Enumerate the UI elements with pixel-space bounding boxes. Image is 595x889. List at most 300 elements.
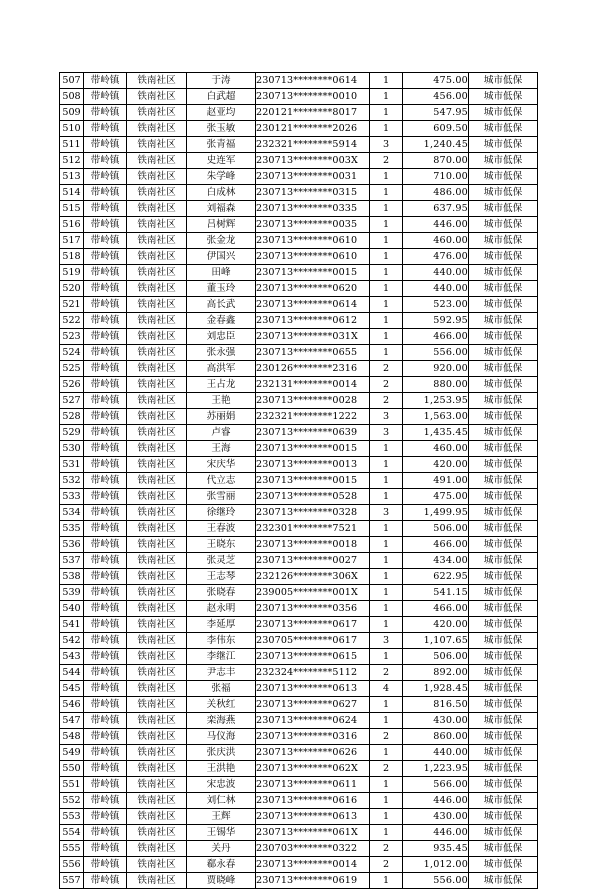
household-count-cell: 1 bbox=[370, 473, 403, 489]
town-cell: 带岭镇 bbox=[84, 697, 127, 713]
assistance-type-cell: 城市低保 bbox=[469, 713, 538, 729]
table-row bbox=[60, 697, 538, 713]
household-count-cell: 3 bbox=[370, 409, 403, 425]
id-number-cell: 230713********0316 bbox=[256, 729, 370, 745]
community-cell: 铁南社区 bbox=[127, 761, 187, 777]
row-number: 507 bbox=[60, 73, 84, 89]
household-count-cell: 1 bbox=[370, 521, 403, 537]
town-cell: 带岭镇 bbox=[84, 841, 127, 857]
id-number-cell: 230713********0639 bbox=[256, 425, 370, 441]
table-row bbox=[60, 873, 538, 889]
town-cell: 带岭镇 bbox=[84, 377, 127, 393]
id-number-cell: 230713********0624 bbox=[256, 713, 370, 729]
community-cell: 铁南社区 bbox=[127, 857, 187, 873]
household-count-cell: 1 bbox=[370, 217, 403, 233]
assistance-type-cell: 城市低保 bbox=[469, 393, 538, 409]
town-cell: 带岭镇 bbox=[84, 329, 127, 345]
row-number: 554 bbox=[60, 825, 84, 841]
table-row bbox=[60, 265, 538, 281]
table-row bbox=[60, 809, 538, 825]
amount-cell: 476.00 bbox=[403, 249, 469, 265]
row-number: 540 bbox=[60, 601, 84, 617]
community-cell: 铁南社区 bbox=[127, 809, 187, 825]
community-cell: 铁南社区 bbox=[127, 697, 187, 713]
town-cell: 带岭镇 bbox=[84, 457, 127, 473]
household-count-cell: 2 bbox=[370, 729, 403, 745]
amount-cell: 440.00 bbox=[403, 745, 469, 761]
row-number: 542 bbox=[60, 633, 84, 649]
assistance-type-cell: 城市低保 bbox=[469, 729, 538, 745]
household-count-cell: 1 bbox=[370, 233, 403, 249]
row-number: 544 bbox=[60, 665, 84, 681]
household-count-cell: 1 bbox=[370, 553, 403, 569]
household-count-cell: 3 bbox=[370, 425, 403, 441]
assistance-type-cell: 城市低保 bbox=[469, 649, 538, 665]
amount-cell: 430.00 bbox=[403, 809, 469, 825]
name-cell: 张晓春 bbox=[187, 585, 256, 601]
town-cell: 带岭镇 bbox=[84, 73, 127, 89]
town-cell: 带岭镇 bbox=[84, 473, 127, 489]
table-row bbox=[60, 729, 538, 745]
amount-cell: 420.00 bbox=[403, 617, 469, 633]
name-cell: 尹志丰 bbox=[187, 665, 256, 681]
community-cell: 铁南社区 bbox=[127, 793, 187, 809]
amount-cell: 547.95 bbox=[403, 105, 469, 121]
row-number: 525 bbox=[60, 361, 84, 377]
row-number: 523 bbox=[60, 329, 84, 345]
name-cell: 徐继玲 bbox=[187, 505, 256, 521]
household-count-cell: 1 bbox=[370, 569, 403, 585]
town-cell: 带岭镇 bbox=[84, 345, 127, 361]
id-number-cell: 230713********0015 bbox=[256, 265, 370, 281]
name-cell: 王志琴 bbox=[187, 569, 256, 585]
town-cell: 带岭镇 bbox=[84, 665, 127, 681]
assistance-type-cell: 城市低保 bbox=[469, 425, 538, 441]
id-number-cell: 230713********0315 bbox=[256, 185, 370, 201]
community-cell: 铁南社区 bbox=[127, 73, 187, 89]
id-number-cell: 232126********306X bbox=[256, 569, 370, 585]
row-number: 538 bbox=[60, 569, 84, 585]
assistance-type-cell: 城市低保 bbox=[469, 105, 538, 121]
household-count-cell: 4 bbox=[370, 681, 403, 697]
row-number: 547 bbox=[60, 713, 84, 729]
row-number: 552 bbox=[60, 793, 84, 809]
community-cell: 铁南社区 bbox=[127, 601, 187, 617]
household-count-cell: 1 bbox=[370, 745, 403, 761]
id-number-cell: 230713********0035 bbox=[256, 217, 370, 233]
name-cell: 赵亚均 bbox=[187, 105, 256, 121]
table-row bbox=[60, 105, 538, 121]
id-number-cell: 230713********0528 bbox=[256, 489, 370, 505]
table-row bbox=[60, 313, 538, 329]
row-number: 535 bbox=[60, 521, 84, 537]
assistance-type-cell: 城市低保 bbox=[469, 185, 538, 201]
household-count-cell: 1 bbox=[370, 601, 403, 617]
id-number-cell: 230713********062X bbox=[256, 761, 370, 777]
id-number-cell: 230713********0614 bbox=[256, 73, 370, 89]
name-cell: 高洪军 bbox=[187, 361, 256, 377]
amount-cell: 935.45 bbox=[403, 841, 469, 857]
amount-cell: 506.00 bbox=[403, 649, 469, 665]
row-number: 546 bbox=[60, 697, 84, 713]
town-cell: 带岭镇 bbox=[84, 441, 127, 457]
table-row bbox=[60, 441, 538, 457]
name-cell: 宋忠波 bbox=[187, 777, 256, 793]
assistance-type-cell: 城市低保 bbox=[469, 345, 538, 361]
community-cell: 铁南社区 bbox=[127, 841, 187, 857]
town-cell: 带岭镇 bbox=[84, 553, 127, 569]
table-row bbox=[60, 505, 538, 521]
id-number-cell: 239005********001X bbox=[256, 585, 370, 601]
household-count-cell: 2 bbox=[370, 665, 403, 681]
id-number-cell: 230713********0027 bbox=[256, 553, 370, 569]
table-row bbox=[60, 169, 538, 185]
id-number-cell: 230713********061X bbox=[256, 825, 370, 841]
id-number-cell: 232324********5112 bbox=[256, 665, 370, 681]
household-count-cell: 2 bbox=[370, 761, 403, 777]
table-row bbox=[60, 249, 538, 265]
amount-cell: 556.00 bbox=[403, 873, 469, 889]
community-cell: 铁南社区 bbox=[127, 329, 187, 345]
town-cell: 带岭镇 bbox=[84, 585, 127, 601]
assistance-type-cell: 城市低保 bbox=[469, 745, 538, 761]
assistance-type-cell: 城市低保 bbox=[469, 265, 538, 281]
id-number-cell: 220121********8017 bbox=[256, 105, 370, 121]
community-cell: 铁南社区 bbox=[127, 873, 187, 889]
table-row bbox=[60, 553, 538, 569]
amount-cell: 460.00 bbox=[403, 233, 469, 249]
row-number: 533 bbox=[60, 489, 84, 505]
town-cell: 带岭镇 bbox=[84, 265, 127, 281]
name-cell: 史连军 bbox=[187, 153, 256, 169]
community-cell: 铁南社区 bbox=[127, 393, 187, 409]
id-number-cell: 230713********0616 bbox=[256, 793, 370, 809]
household-count-cell: 1 bbox=[370, 329, 403, 345]
amount-cell: 870.00 bbox=[403, 153, 469, 169]
id-number-cell: 230713********0626 bbox=[256, 745, 370, 761]
town-cell: 带岭镇 bbox=[84, 601, 127, 617]
name-cell: 栾海燕 bbox=[187, 713, 256, 729]
household-count-cell: 1 bbox=[370, 713, 403, 729]
household-count-cell: 1 bbox=[370, 809, 403, 825]
row-number: 545 bbox=[60, 681, 84, 697]
name-cell: 苏丽娟 bbox=[187, 409, 256, 425]
community-cell: 铁南社区 bbox=[127, 425, 187, 441]
town-cell: 带岭镇 bbox=[84, 681, 127, 697]
id-number-cell: 230713********0613 bbox=[256, 681, 370, 697]
assistance-type-cell: 城市低保 bbox=[469, 137, 538, 153]
table-row bbox=[60, 745, 538, 761]
row-number: 555 bbox=[60, 841, 84, 857]
amount-cell: 541.15 bbox=[403, 585, 469, 601]
assistance-type-cell: 城市低保 bbox=[469, 553, 538, 569]
row-number: 510 bbox=[60, 121, 84, 137]
household-count-cell: 1 bbox=[370, 441, 403, 457]
name-cell: 王占龙 bbox=[187, 377, 256, 393]
name-cell: 张福 bbox=[187, 681, 256, 697]
town-cell: 带岭镇 bbox=[84, 185, 127, 201]
id-number-cell: 230713********0610 bbox=[256, 249, 370, 265]
id-number-cell: 232321********1222 bbox=[256, 409, 370, 425]
table-row bbox=[60, 601, 538, 617]
table-row bbox=[60, 185, 538, 201]
table-row bbox=[60, 121, 538, 137]
name-cell: 伊国兴 bbox=[187, 249, 256, 265]
table-row bbox=[60, 457, 538, 473]
row-number: 549 bbox=[60, 745, 84, 761]
table-row bbox=[60, 329, 538, 345]
row-number: 528 bbox=[60, 409, 84, 425]
community-cell: 铁南社区 bbox=[127, 617, 187, 633]
row-number: 518 bbox=[60, 249, 84, 265]
town-cell: 带岭镇 bbox=[84, 809, 127, 825]
community-cell: 铁南社区 bbox=[127, 585, 187, 601]
town-cell: 带岭镇 bbox=[84, 505, 127, 521]
community-cell: 铁南社区 bbox=[127, 825, 187, 841]
table-row bbox=[60, 649, 538, 665]
assistance-type-cell: 城市低保 bbox=[469, 665, 538, 681]
community-cell: 铁南社区 bbox=[127, 473, 187, 489]
community-cell: 铁南社区 bbox=[127, 169, 187, 185]
household-count-cell: 1 bbox=[370, 457, 403, 473]
town-cell: 带岭镇 bbox=[84, 825, 127, 841]
amount-cell: 1,928.45 bbox=[403, 681, 469, 697]
name-cell: 代立志 bbox=[187, 473, 256, 489]
table-row bbox=[60, 153, 538, 169]
row-number: 557 bbox=[60, 873, 84, 889]
id-number-cell: 230713********0356 bbox=[256, 601, 370, 617]
amount-cell: 506.00 bbox=[403, 521, 469, 537]
town-cell: 带岭镇 bbox=[84, 521, 127, 537]
roster-table bbox=[59, 72, 538, 889]
community-cell: 铁南社区 bbox=[127, 553, 187, 569]
name-cell: 张青福 bbox=[187, 137, 256, 153]
community-cell: 铁南社区 bbox=[127, 121, 187, 137]
household-count-cell: 1 bbox=[370, 265, 403, 281]
name-cell: 卢睿 bbox=[187, 425, 256, 441]
assistance-type-cell: 城市低保 bbox=[469, 361, 538, 377]
name-cell: 董玉玲 bbox=[187, 281, 256, 297]
id-number-cell: 230713********0612 bbox=[256, 313, 370, 329]
assistance-type-cell: 城市低保 bbox=[469, 169, 538, 185]
table-row bbox=[60, 617, 538, 633]
amount-cell: 486.00 bbox=[403, 185, 469, 201]
household-count-cell: 1 bbox=[370, 617, 403, 633]
table-row bbox=[60, 569, 538, 585]
assistance-type-cell: 城市低保 bbox=[469, 217, 538, 233]
amount-cell: 446.00 bbox=[403, 217, 469, 233]
assistance-type-cell: 城市低保 bbox=[469, 697, 538, 713]
household-count-cell: 1 bbox=[370, 585, 403, 601]
town-cell: 带岭镇 bbox=[84, 393, 127, 409]
name-cell: 李伟东 bbox=[187, 633, 256, 649]
amount-cell: 1,253.95 bbox=[403, 393, 469, 409]
table-row bbox=[60, 761, 538, 777]
town-cell: 带岭镇 bbox=[84, 489, 127, 505]
assistance-type-cell: 城市低保 bbox=[469, 793, 538, 809]
household-count-cell: 1 bbox=[370, 489, 403, 505]
community-cell: 铁南社区 bbox=[127, 377, 187, 393]
community-cell: 铁南社区 bbox=[127, 265, 187, 281]
assistance-type-cell: 城市低保 bbox=[469, 809, 538, 825]
table-row bbox=[60, 137, 538, 153]
row-number: 514 bbox=[60, 185, 84, 201]
amount-cell: 460.00 bbox=[403, 441, 469, 457]
table-row bbox=[60, 521, 538, 537]
row-number: 508 bbox=[60, 89, 84, 105]
assistance-type-cell: 城市低保 bbox=[469, 537, 538, 553]
amount-cell: 466.00 bbox=[403, 329, 469, 345]
town-cell: 带岭镇 bbox=[84, 537, 127, 553]
amount-cell: 1,223.95 bbox=[403, 761, 469, 777]
table-row bbox=[60, 281, 538, 297]
community-cell: 铁南社区 bbox=[127, 713, 187, 729]
name-cell: 白成林 bbox=[187, 185, 256, 201]
assistance-type-cell: 城市低保 bbox=[469, 329, 538, 345]
name-cell: 王春波 bbox=[187, 521, 256, 537]
community-cell: 铁南社区 bbox=[127, 185, 187, 201]
table-row bbox=[60, 681, 538, 697]
table-row bbox=[60, 201, 538, 217]
town-cell: 带岭镇 bbox=[84, 777, 127, 793]
name-cell: 宋庆华 bbox=[187, 457, 256, 473]
id-number-cell: 230713********0328 bbox=[256, 505, 370, 521]
name-cell: 关秋红 bbox=[187, 697, 256, 713]
name-cell: 贾晓峰 bbox=[187, 873, 256, 889]
id-number-cell: 230713********0015 bbox=[256, 441, 370, 457]
town-cell: 带岭镇 bbox=[84, 297, 127, 313]
row-number: 516 bbox=[60, 217, 84, 233]
table-row bbox=[60, 217, 538, 233]
assistance-type-cell: 城市低保 bbox=[469, 73, 538, 89]
household-count-cell: 1 bbox=[370, 777, 403, 793]
community-cell: 铁南社区 bbox=[127, 521, 187, 537]
town-cell: 带岭镇 bbox=[84, 649, 127, 665]
household-count-cell: 2 bbox=[370, 841, 403, 857]
community-cell: 铁南社区 bbox=[127, 345, 187, 361]
assistance-type-cell: 城市低保 bbox=[469, 233, 538, 249]
amount-cell: 566.00 bbox=[403, 777, 469, 793]
assistance-type-cell: 城市低保 bbox=[469, 857, 538, 873]
assistance-type-cell: 城市低保 bbox=[469, 505, 538, 521]
community-cell: 铁南社区 bbox=[127, 681, 187, 697]
row-number: 511 bbox=[60, 137, 84, 153]
assistance-type-cell: 城市低保 bbox=[469, 585, 538, 601]
row-number: 553 bbox=[60, 809, 84, 825]
amount-cell: 523.00 bbox=[403, 297, 469, 313]
row-number: 539 bbox=[60, 585, 84, 601]
name-cell: 李延厚 bbox=[187, 617, 256, 633]
assistance-type-cell: 城市低保 bbox=[469, 249, 538, 265]
household-count-cell: 1 bbox=[370, 697, 403, 713]
row-number: 534 bbox=[60, 505, 84, 521]
assistance-type-cell: 城市低保 bbox=[469, 569, 538, 585]
assistance-type-cell: 城市低保 bbox=[469, 89, 538, 105]
row-number: 515 bbox=[60, 201, 84, 217]
assistance-type-cell: 城市低保 bbox=[469, 153, 538, 169]
table-row bbox=[60, 73, 538, 89]
household-count-cell: 1 bbox=[370, 873, 403, 889]
community-cell: 铁南社区 bbox=[127, 409, 187, 425]
row-number: 532 bbox=[60, 473, 84, 489]
town-cell: 带岭镇 bbox=[84, 729, 127, 745]
row-number: 512 bbox=[60, 153, 84, 169]
id-number-cell: 230713********0627 bbox=[256, 697, 370, 713]
community-cell: 铁南社区 bbox=[127, 217, 187, 233]
household-count-cell: 2 bbox=[370, 377, 403, 393]
household-count-cell: 3 bbox=[370, 505, 403, 521]
town-cell: 带岭镇 bbox=[84, 857, 127, 873]
table-row bbox=[60, 633, 538, 649]
row-number: 556 bbox=[60, 857, 84, 873]
name-cell: 朱学峰 bbox=[187, 169, 256, 185]
town-cell: 带岭镇 bbox=[84, 153, 127, 169]
amount-cell: 446.00 bbox=[403, 793, 469, 809]
id-number-cell: 230713********031X bbox=[256, 329, 370, 345]
id-number-cell: 230713********0617 bbox=[256, 617, 370, 633]
row-number: 529 bbox=[60, 425, 84, 441]
amount-cell: 456.00 bbox=[403, 89, 469, 105]
household-count-cell: 2 bbox=[370, 857, 403, 873]
name-cell: 张雪丽 bbox=[187, 489, 256, 505]
table-row bbox=[60, 537, 538, 553]
id-number-cell: 230713********0613 bbox=[256, 809, 370, 825]
name-cell: 吕树辉 bbox=[187, 217, 256, 233]
assistance-type-cell: 城市低保 bbox=[469, 841, 538, 857]
id-number-cell: 230713********0013 bbox=[256, 457, 370, 473]
assistance-type-cell: 城市低保 bbox=[469, 873, 538, 889]
household-count-cell: 1 bbox=[370, 105, 403, 121]
household-count-cell: 2 bbox=[370, 361, 403, 377]
amount-cell: 434.00 bbox=[403, 553, 469, 569]
amount-cell: 466.00 bbox=[403, 601, 469, 617]
assistance-type-cell: 城市低保 bbox=[469, 633, 538, 649]
town-cell: 带岭镇 bbox=[84, 233, 127, 249]
community-cell: 铁南社区 bbox=[127, 537, 187, 553]
household-count-cell: 1 bbox=[370, 281, 403, 297]
assistance-type-cell: 城市低保 bbox=[469, 377, 538, 393]
name-cell: 马仪海 bbox=[187, 729, 256, 745]
town-cell: 带岭镇 bbox=[84, 137, 127, 153]
amount-cell: 440.00 bbox=[403, 281, 469, 297]
amount-cell: 892.00 bbox=[403, 665, 469, 681]
household-count-cell: 1 bbox=[370, 825, 403, 841]
town-cell: 带岭镇 bbox=[84, 793, 127, 809]
town-cell: 带岭镇 bbox=[84, 121, 127, 137]
community-cell: 铁南社区 bbox=[127, 745, 187, 761]
name-cell: 王艳 bbox=[187, 393, 256, 409]
amount-cell: 1,012.00 bbox=[403, 857, 469, 873]
community-cell: 铁南社区 bbox=[127, 89, 187, 105]
assistance-type-cell: 城市低保 bbox=[469, 473, 538, 489]
amount-cell: 475.00 bbox=[403, 73, 469, 89]
row-number: 550 bbox=[60, 761, 84, 777]
id-number-cell: 230713********0335 bbox=[256, 201, 370, 217]
table-row bbox=[60, 713, 538, 729]
roster-table-body bbox=[60, 73, 538, 889]
amount-cell: 466.00 bbox=[403, 537, 469, 553]
row-number: 536 bbox=[60, 537, 84, 553]
table-row bbox=[60, 345, 538, 361]
town-cell: 带岭镇 bbox=[84, 745, 127, 761]
town-cell: 带岭镇 bbox=[84, 361, 127, 377]
amount-cell: 1,240.45 bbox=[403, 137, 469, 153]
assistance-type-cell: 城市低保 bbox=[469, 681, 538, 697]
amount-cell: 592.95 bbox=[403, 313, 469, 329]
row-number: 537 bbox=[60, 553, 84, 569]
household-count-cell: 3 bbox=[370, 137, 403, 153]
row-number: 522 bbox=[60, 313, 84, 329]
